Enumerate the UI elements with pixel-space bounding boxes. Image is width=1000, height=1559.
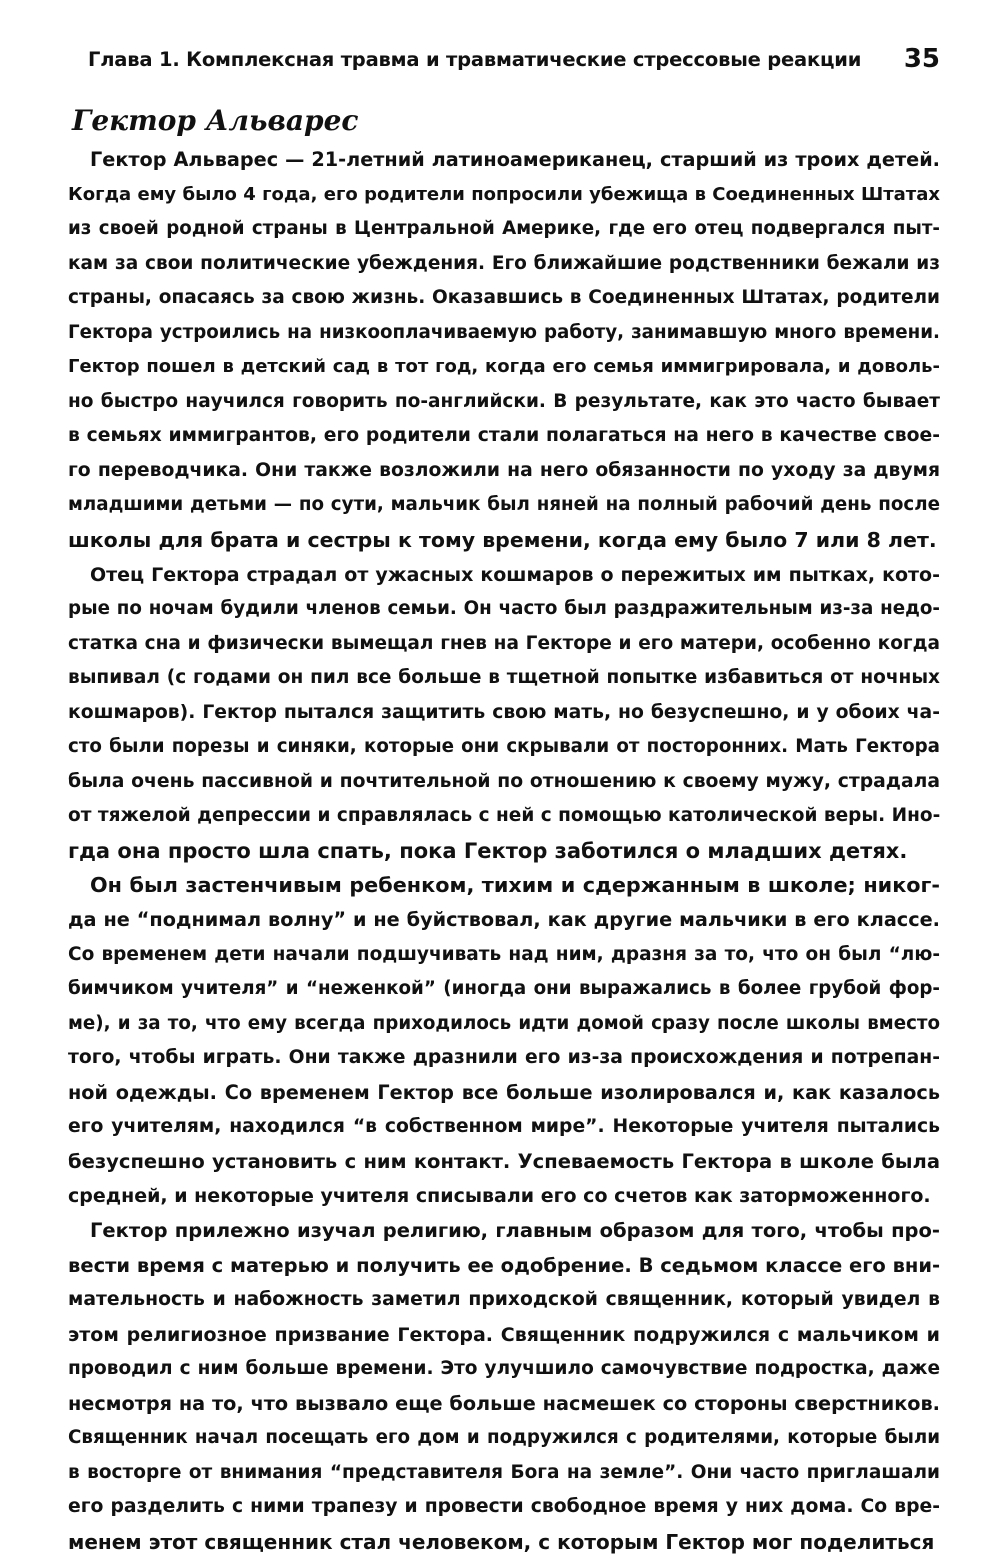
- text-line: менем этот священник стал человеком, с которым Гектор мог поделиться: [68, 1529, 935, 1554]
- paragraph: [68, 1214, 940, 1559]
- text-line: от тяжелой депрессии и справлялась с ней с помощью католической веры. Ино-: [68, 805, 941, 827]
- text-line: выпивал (с годами он пил все больше в тщетной попытке избавиться от ночных: [68, 667, 940, 689]
- text-line: статка сна и физически вымещал гнев на Гекторе и его матери, особенно когда: [68, 632, 940, 654]
- text-line: сто были порезы и синяки, которые они скрывали от посторонних. Мать Гектора: [68, 736, 940, 758]
- text-line: мательность и набожность заметил приходской священник, который увидел в: [68, 1289, 940, 1311]
- paragraph: [68, 558, 940, 869]
- body-text: [68, 143, 940, 1559]
- text-line: средней, и некоторые учителя списывали его со счетов как заторможенного.: [68, 1185, 931, 1208]
- text-line: школы для брата и сестры к тому времени, когда ему было 7 или 8 лет.: [68, 528, 937, 553]
- text-line: этом религиозное призвание Гектора. Священник подружился с мальчиком и: [68, 1323, 940, 1346]
- text-line: Со временем дети начали подшучивать над ним, дразня за то, что он был “лю-: [68, 943, 940, 965]
- text-line: ной одежды. Со временем Гектор все больше изолировался и, как казалось: [68, 1080, 940, 1104]
- text-line: кошмаров). Гектор пытался защитить свою мать, но безуспешно, и у обоих ча-: [68, 701, 940, 723]
- paragraph: [68, 143, 940, 558]
- text-line: рые по ночам будили членов семьи. Он часто был раздражительным из-за недо-: [68, 598, 940, 620]
- text-line: его разделить с ними трапезу и провести свободное время у них дома. Со вре-: [68, 1496, 940, 1518]
- text-line: страны, опасаясь за свою жизнь. Оказавшись в Соединенных Штатах, родители: [68, 287, 940, 309]
- text-line: в восторге от внимания “представителя Бога на земле”. Они часто приглашали: [68, 1461, 940, 1483]
- page-number: 35: [903, 44, 940, 74]
- text-line: кам за свои политические убеждения. Его ближайшие родственники бежали из: [68, 252, 940, 274]
- text-line: того, чтобы играть. Они также дразнили его из-за происхождения и потрепан-: [68, 1047, 940, 1069]
- text-line: из своей родной страны в Центральной Америке, где его отец подвергался пыт-: [68, 218, 940, 240]
- text-line: Отец Гектора страдал от ужасных кошмаров о пережитых им пытках, кото-: [90, 563, 940, 586]
- text-line: в семьях иммигрантов, его родители стали полагаться на него в качестве свое-: [68, 425, 940, 447]
- text-line: вести время с матерью и получить ее одобрение. В седьмом классе его вни-: [68, 1253, 941, 1277]
- text-line: была очень пассивной и почтительной по отношению к своему мужу, страдала: [68, 770, 940, 792]
- text-line: Священник начал посещать его дом и подружился с родителями, которые были: [68, 1427, 940, 1449]
- text-line: несмотря на то, что вызвало еще больше насмешек со стороны сверстников.: [68, 1391, 940, 1415]
- text-line: проводил с ним больше времени. Это улучшило самочувствие подростка, даже: [68, 1358, 940, 1380]
- section-title: Гектор Альварес: [72, 104, 359, 137]
- chapter-header-title: Глава 1. Комплексная травма и травматические стрессовые реакции: [88, 48, 862, 71]
- text-line: Гектора устроились на низкооплачиваемую работу, занимавшую много времени.: [68, 321, 940, 343]
- text-line: бимчиком учителя” и “неженкой” (иногда они выражались в более грубой фор-: [68, 978, 940, 1000]
- text-line: Гектор прилежно изучал религию, главным образом для того, чтобы про-: [90, 1218, 940, 1242]
- text-line: Когда ему было 4 года, его родители попросили убежища в Соединенных Штатах: [68, 183, 940, 205]
- text-line: его учителям, находился “в собственном мире”. Некоторые учителя пытались: [68, 1116, 940, 1138]
- paragraph: [68, 868, 940, 1213]
- text-line: младшими детьми — по сути, мальчик был няней на полный рабочий день после: [68, 494, 940, 516]
- text-line: да не “поднимал волну” и не буйствовал, как другие мальчики в его классе.: [68, 908, 940, 932]
- text-line: Он был застенчивым ребенком, тихим и сдержанным в школе; никог-: [90, 873, 940, 898]
- text-line: го переводчика. Они также возложили на него обязанности по уходу за двумя: [68, 459, 940, 481]
- text-line: Гектор пошел в детский сад в тот год, когда его семья иммигрировала, и доволь-: [68, 356, 940, 378]
- running-header: [88, 40, 940, 80]
- text-line: но быстро научился говорить по-английски. В результате, как это часто бывает: [68, 390, 940, 412]
- text-line: Гектор Альварес — 21-летний латиноамериканец, старший из троих детей.: [90, 148, 940, 171]
- text-line: безуспешно установить с ним контакт. Успеваемость Гектора в школе была: [68, 1149, 940, 1173]
- text-line: гда она просто шла спать, пока Гектор заботился о младших детях.: [68, 838, 908, 863]
- text-line: ме), и за то, что ему всегда приходилось идти домой сразу после школы вместо: [68, 1012, 940, 1034]
